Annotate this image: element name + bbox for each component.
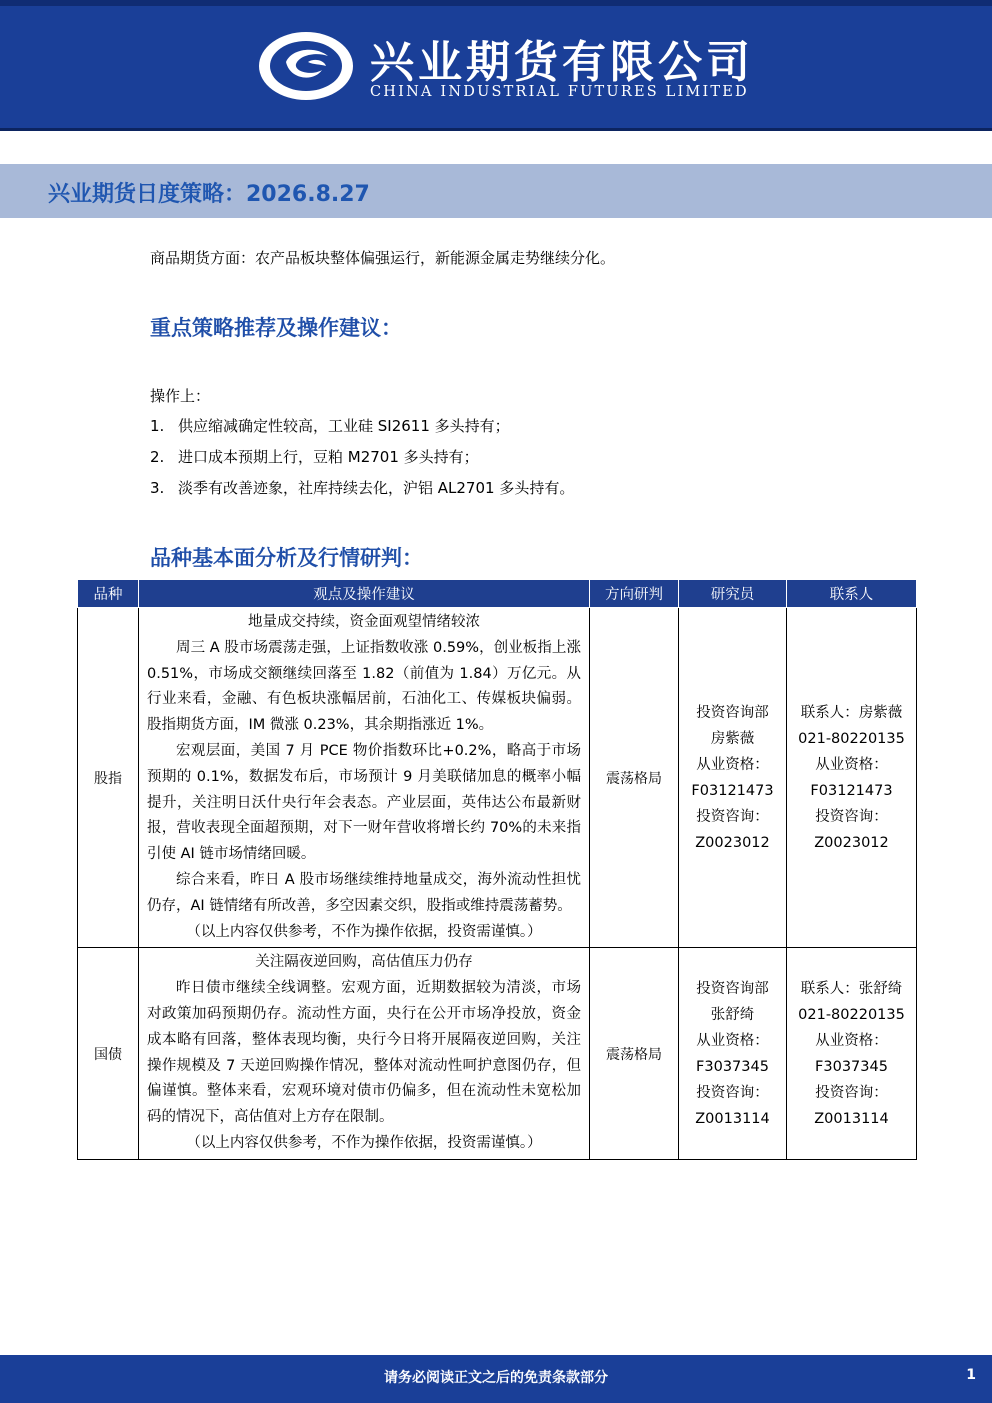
report-title-band: [0, 164, 992, 218]
operation-text: 进口成本预期上行，豆粕 M2701 多头持有；: [178, 448, 479, 466]
view-title: 关注隔夜逆回购，高估值压力仍存: [255, 954, 473, 971]
operation-item: [150, 446, 479, 467]
researcher-cell: [679, 608, 787, 948]
contact-cell: [787, 948, 917, 1159]
analysis-table: [77, 579, 917, 1160]
contact-line: 021-80220135: [798, 1006, 905, 1023]
page-number: 1: [966, 1367, 976, 1383]
company-name-en: CHINA INDUSTRIAL FUTURES LIMITED: [370, 84, 749, 100]
operations-intro: 操作上：: [150, 387, 211, 405]
operation-item: [150, 477, 574, 498]
contact-line: 021-80220135: [798, 730, 905, 747]
column-header-researcher: 研究员: [679, 580, 787, 608]
researcher-line: Z0023012: [695, 834, 770, 851]
contact-line: Z0013114: [814, 1110, 889, 1127]
researcher-line: 房紫薇: [710, 730, 755, 747]
view-paragraph: 昨日债市继续全线调整。宏观方面，近期数据较为清淡，市场对政策加码预期仍存。流动性方面，央行在公开市场净投放，资金成本略有回落，整体表现均衡，央行今日将开展隔夜逆回购，关注操作规模及 7 天逆回购操作情况，整体对流动性呵护意图仍存，但偏谨慎。整体来看，宏观环境对债市仍偏多，但在流动性未宽松加码的情况下，高估值对上方存在限制。: [147, 980, 581, 1126]
operation-number: 2.: [150, 448, 165, 466]
table-row: [78, 608, 917, 948]
view-cell: [139, 948, 590, 1159]
column-header-contact: 联系人: [787, 580, 917, 608]
contact-line: 从业资格：: [815, 756, 888, 773]
researcher-line: 投资咨询：: [696, 1084, 769, 1101]
contact-line: 联系人：房紫薇: [800, 704, 903, 721]
operation-item: [150, 415, 510, 436]
view-title: 地量成交持续，资金面观望情绪较浓: [248, 614, 480, 630]
direction-cell: 震荡格局: [590, 948, 679, 1159]
page-footer: [0, 1355, 992, 1403]
operation-number: 3.: [150, 479, 165, 497]
view-cell: [139, 608, 590, 948]
contact-line: 从业资格：: [815, 1032, 888, 1049]
company-logo-icon: [256, 28, 356, 104]
contact-line: F3037345: [815, 1058, 888, 1075]
table-row: [78, 948, 917, 1159]
researcher-line: 从业资格：: [696, 756, 769, 773]
researcher-line: F3037345: [696, 1058, 769, 1075]
researcher-line: 投资咨询：: [696, 808, 769, 825]
view-paragraph: 综合来看，昨日 A 股市场继续维持地量成交，海外流动性担忧仍存，AI 链情绪有所改善，多空因素交织，股指或维持震荡蓄势。: [147, 871, 581, 914]
disclaimer-text: （以上内容仅供参考，不作为操作依据，投资需谨慎。）: [186, 923, 542, 940]
variety-cell: 国债: [78, 948, 139, 1159]
page-header: [0, 0, 992, 131]
operation-number: 1.: [150, 417, 165, 435]
researcher-line: 投资咨询部: [696, 704, 769, 721]
column-header-view: 观点及操作建议: [139, 580, 590, 608]
contact-line: 联系人：张舒绮: [800, 980, 903, 997]
contact-line: Z0023012: [814, 834, 889, 851]
researcher-cell: [679, 948, 787, 1159]
operation-text: 供应缩减确定性较高，工业硅 SI2611 多头持有；: [178, 417, 510, 435]
researcher-line: 从业资格：: [696, 1032, 769, 1049]
column-header-variety: 品种: [78, 580, 139, 608]
view-paragraph: 周三 A 股市场震荡走强，上证指数收涨 0.59%，创业板指上涨 0.51%，市场成交额继续回落至 1.82（前值为 1.84）万亿元。从行业来看，金融、有色板块涨幅居前，石油化工、传媒板块偏弱。股指期货方面，IM 微涨 0.23%，其余期指涨近 1%。: [147, 639, 581, 734]
contact-line: F03121473: [810, 782, 893, 799]
analysis-heading: 品种基本面分析及行情研判：: [150, 546, 423, 570]
view-paragraph: 宏观层面，美国 7 月 PCE 物价指数环比+0.2%，略高于市场预期的 0.1%，数据发布后，市场预计 9 月美联储加息的概率小幅提升，关注明日沃什央行年会表态。产业层面，英伟达公布最新财报，营收表现全面超预期，对下一财年营收将增长约 70%的未来指引使 AI 链市场情绪回暖。: [147, 742, 581, 863]
disclaimer-text: （以上内容仅供参考，不作为操作依据，投资需谨慎。）: [186, 1134, 542, 1151]
contact-cell: [787, 608, 917, 948]
researcher-line: F03121473: [691, 782, 774, 799]
contact-line: 投资咨询：: [815, 808, 888, 825]
report-title: 兴业期货日度策略：2026.8.27: [48, 182, 370, 207]
strategy-heading: 重点策略推荐及操作建议：: [150, 316, 402, 340]
table-header-row: [78, 580, 917, 608]
variety-cell: 股指: [78, 608, 139, 948]
column-header-direction: 方向研判: [590, 580, 679, 608]
researcher-line: 投资咨询部: [696, 980, 769, 997]
summary-text: 商品期货方面：农产品板块整体偏强运行，新能源金属走势继续分化。: [150, 249, 616, 267]
researcher-line: Z0013114: [695, 1110, 770, 1127]
operation-text: 淡季有改善迹象，社库持续去化，沪铝 AL2701 多头持有。: [178, 479, 575, 497]
footer-disclaimer-notice: 请务必阅读正文之后的免责条款部分: [384, 1370, 608, 1386]
company-name-cn: 兴业期货有限公司: [370, 37, 754, 88]
researcher-line: 张舒绮: [710, 1006, 755, 1023]
direction-cell: 震荡格局: [590, 608, 679, 948]
contact-line: 投资咨询：: [815, 1084, 888, 1101]
